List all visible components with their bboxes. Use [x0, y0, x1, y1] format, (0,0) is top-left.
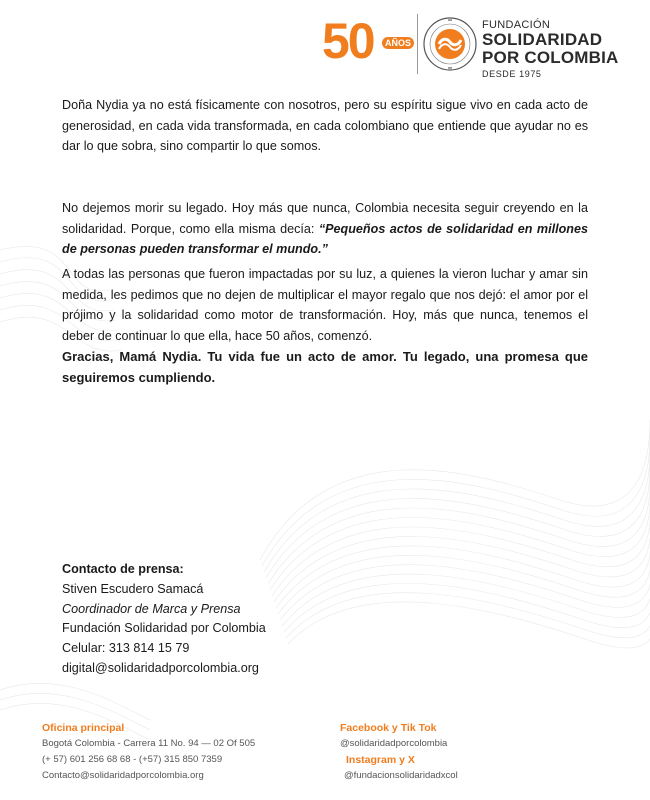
- paragraph-1: Doña Nydia ya no está físicamente con nosotros, pero su espíritu sigue vivo en cada acto de generosidad, en cada vida transformada, en cada colombiano que entiende que ayudar no es dar lo que sobra, sino compartir lo que somos.: [62, 98, 588, 154]
- logo-divider: [417, 14, 418, 74]
- brand-wordmark: [482, 19, 619, 80]
- social2-handle[interactable]: @fundacionsolidaridadxcol: [344, 770, 458, 781]
- footer-social: [340, 720, 458, 784]
- contact-email[interactable]: digital@solidaridadporcolombia.org: [62, 660, 259, 675]
- brand-line1: SOLIDARIDAD: [482, 30, 603, 49]
- brand-line2: POR COLOMBIA: [482, 48, 619, 67]
- brand-since: DESDE 1975: [482, 69, 542, 79]
- social1-handle[interactable]: @solidaridadporcolombia: [340, 738, 448, 749]
- footer-office: [42, 720, 255, 784]
- foundation-seal-icon: [422, 16, 478, 72]
- contact-phone: Celular: 313 814 15 79: [62, 641, 190, 656]
- contact-heading: Contacto de prensa:: [62, 562, 184, 576]
- paragraph-2: [62, 198, 588, 260]
- brand-top: FUNDACIÓN: [482, 19, 551, 31]
- office-phones: (+ 57) 601 256 68 68 - (+57) 315 850 7359: [42, 754, 223, 765]
- paragraph-2-quote: “Pequeños actos de solidaridad en millones de personas pueden transformar el mundo.”: [62, 221, 588, 257]
- header-logo: [320, 6, 620, 79]
- social1-label: Facebook y Tik Tok: [340, 722, 437, 734]
- paragraph-4-closing: Gracias, Mamá Nydia. Tu vida fue un acto de amor. Tu legado, una promesa que seguiremos cumpliendo.: [62, 349, 588, 385]
- contact-org: Fundación Solidaridad por Colombia: [62, 621, 266, 636]
- office-email[interactable]: Contacto@solidaridadporcolombia.org: [42, 770, 204, 781]
- paragraph-3: A todas las personas que fueron impactadas por su luz, a quienes la vieron luchar y amar sin medida, les pedimos que no dejen de multiplicar el mayor regalo que nos dejó: el amor por el prójimo y la solidaridad como motor de transformación. Hoy, más que nunca, tenemos el deber de continuar lo que ella, hace 50 años, comenzó.: [62, 267, 588, 343]
- contact-name: Stiven Escudero Samacá: [62, 581, 204, 596]
- paragraph-2-intro: No dejemos morir su legado. Hoy más que nunca, Colombia necesita seguir creyendo en la solidaridad. Porque, como ella misma decía:: [62, 201, 588, 236]
- press-contact: [62, 560, 266, 679]
- contact-role: Coordinador de Marca y Prensa: [62, 601, 241, 616]
- office-address: Bogotá Colombia - Carrera 11 No. 94 — 02 Of 505: [42, 738, 256, 749]
- office-label: Oficina principal: [42, 722, 125, 734]
- anniversary-anos-badge: AÑOS: [382, 37, 414, 49]
- anniversary-number: 50: [322, 13, 374, 69]
- social2-label: Instagram y X: [346, 754, 415, 766]
